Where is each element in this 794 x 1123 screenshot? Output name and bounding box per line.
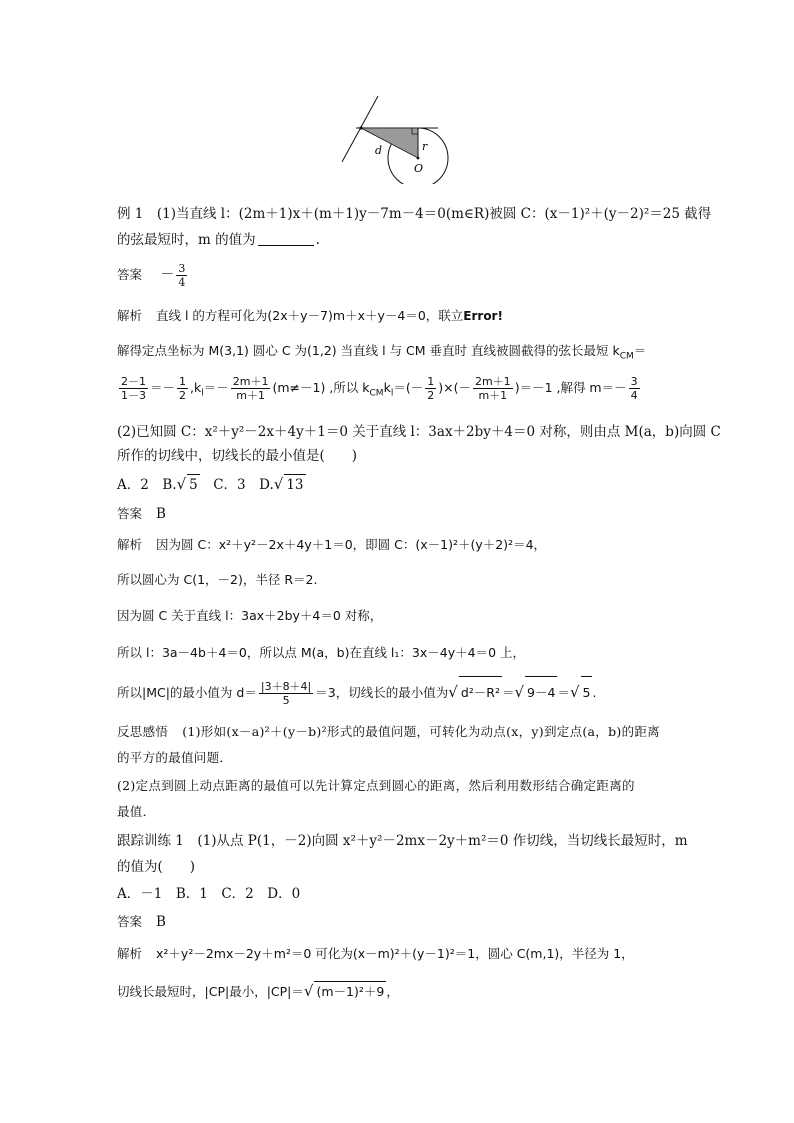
math-text: ,k bbox=[190, 380, 202, 395]
math-text: ＝－ bbox=[203, 380, 229, 395]
solution-text: 解得定点坐标为 M(3,1) 圆心 C 为(1,2) 当直线 l 与 CM 垂直时 直线被圆截得的弦长最短 k bbox=[117, 343, 620, 358]
track-solution-line1 bbox=[117, 944, 634, 964]
ex1-answer1 bbox=[117, 262, 189, 289]
label-o: O bbox=[414, 162, 424, 175]
sqrt-sign: √ bbox=[273, 475, 284, 493]
fraction-num: 2－1 bbox=[121, 375, 146, 388]
ex1-solution2-line2: 所以圆心为 C(1，－2)，半径 R＝2. bbox=[117, 572, 318, 587]
reflect-line3: (2)定点到圆上动点距离的最值可以先计算定点到圆心的距离，然后利用数形结合确定距离的 bbox=[117, 778, 635, 793]
sqrt-body: (m－1)²＋9 bbox=[314, 981, 386, 1002]
answer-label: 答案 bbox=[117, 267, 143, 282]
fraction-den: 5 bbox=[282, 694, 290, 707]
fraction-den: 2 bbox=[427, 389, 435, 402]
track-options: A．－1 B．1 C．2 D．0 bbox=[117, 886, 301, 902]
subscript: CM bbox=[369, 388, 384, 399]
math-text: ＝ bbox=[393, 380, 406, 395]
sqrt-sign: √ bbox=[303, 982, 314, 1000]
reflect-line1 bbox=[117, 722, 660, 742]
fraction-den: m＋1 bbox=[478, 389, 508, 402]
solution-text: 直线 l 的方程可化为(2x＋y－7)m＋x＋y－4＝0，联立 bbox=[156, 308, 464, 323]
subscript: l bbox=[201, 388, 204, 399]
sqrt-sign: √ bbox=[176, 475, 187, 493]
fraction bbox=[425, 375, 436, 402]
sqrt-sign: √ bbox=[514, 683, 525, 701]
answer-sign: － bbox=[160, 267, 175, 283]
solution-text: 切线长最短时，|CP|最小，|CP|＝ bbox=[117, 984, 304, 999]
error-text: Error! bbox=[463, 309, 503, 323]
fraction-num: 3 bbox=[630, 375, 638, 388]
sqrt-sign: √ bbox=[569, 683, 580, 701]
solution-text: ＝3，切线长的最小值为 bbox=[315, 685, 449, 700]
equals: ＝ bbox=[557, 685, 570, 700]
option-text: A．2 B. bbox=[117, 477, 177, 493]
fraction-den: 4 bbox=[178, 276, 186, 289]
fraction-num: 3 bbox=[178, 262, 186, 275]
answer-value: B bbox=[156, 506, 166, 522]
ex1-answer2 bbox=[117, 504, 166, 524]
track-solution-line2 bbox=[117, 981, 399, 1002]
fraction-num: 2m＋1 bbox=[474, 375, 511, 388]
option-text: C．3 D. bbox=[199, 477, 274, 493]
answer-value: B bbox=[156, 914, 166, 930]
ex1-solution1-line2 bbox=[117, 341, 646, 367]
label-d: d bbox=[375, 144, 383, 157]
ex1-q2-line2: 所作的切线中，切线长的最小值是( ) bbox=[117, 448, 358, 464]
solution-text: 因为圆 C：x²＋y²－2x＋4y＋1＝0，即圆 C：(x－1)²＋(y＋2)²＝4， bbox=[156, 537, 547, 552]
ex1-q1-line2 bbox=[117, 230, 320, 250]
fraction-den: m＋1 bbox=[236, 389, 265, 402]
fraction-den: 2 bbox=[179, 389, 187, 402]
sqrt-sign: √ bbox=[448, 683, 458, 701]
track-line1: 跟踪训练 1 (1)从点 P(1，－2)向圆 x²＋y²－2mx－2y＋m²＝0 作切线，当切线长最短时，m bbox=[117, 833, 688, 849]
fraction-num: 2m＋1 bbox=[232, 375, 269, 388]
math-text: )×(－ bbox=[438, 380, 471, 395]
fraction bbox=[473, 375, 513, 402]
fraction bbox=[231, 375, 271, 402]
solution-label: 解析 bbox=[117, 308, 143, 323]
math-text: ＝－ bbox=[150, 380, 176, 395]
answer-blank bbox=[258, 231, 314, 246]
fraction-num: |3＋8＋4| bbox=[260, 680, 312, 693]
equals: ＝ bbox=[501, 685, 515, 700]
sqrt-body: 5 bbox=[581, 676, 593, 709]
solution-label: 解析 bbox=[117, 946, 143, 961]
period: . bbox=[592, 685, 597, 700]
math-text: (－ bbox=[405, 380, 424, 395]
ex1-q2-options bbox=[117, 474, 306, 495]
subscript: CM bbox=[619, 351, 634, 362]
sqrt-body: 9－4 bbox=[525, 676, 557, 709]
fraction bbox=[629, 375, 640, 402]
sqrt-body: 13 bbox=[284, 474, 305, 495]
label-r: r bbox=[422, 140, 428, 153]
fraction bbox=[259, 680, 313, 707]
track-answer bbox=[117, 912, 166, 932]
ex1-solution1-line3 bbox=[117, 372, 642, 410]
ex1-solution2-line1 bbox=[117, 535, 546, 555]
ex1-q1-line1: 例 1 (1)当直线 l：(2m＋1)x＋(m＋1)y－7m－4＝0(m∈R)被圆 C：(x－1)²＋(y－2)²＝25 截得 bbox=[117, 206, 712, 222]
fraction-num: 1 bbox=[427, 375, 435, 388]
track-line2: 的值为( ) bbox=[117, 859, 196, 875]
solution-text: 所以|MC|的最小值为 d＝ bbox=[117, 685, 257, 700]
fraction-den: 1－3 bbox=[121, 389, 146, 402]
reflect-label: 反思感悟 bbox=[117, 724, 169, 739]
answer-label: 答案 bbox=[117, 914, 143, 929]
ex1-q1-period: . bbox=[315, 232, 320, 248]
shaded-triangle bbox=[361, 128, 418, 158]
math-text: (m≠－1) ,所以 k bbox=[272, 380, 370, 395]
answer-fraction bbox=[176, 262, 187, 289]
ex1-solution2-line3: 因为圆 C 关于直线 l：3ax＋2by＋4＝0 对称， bbox=[117, 608, 383, 623]
solution-label: 解析 bbox=[117, 537, 143, 552]
reflect-line2: 的平方的最值问题． bbox=[117, 750, 233, 765]
math-text: k bbox=[383, 380, 391, 395]
fraction-num: 1 bbox=[179, 375, 187, 388]
fraction bbox=[177, 375, 188, 402]
reflect-line4: 最值． bbox=[117, 804, 156, 819]
equals: ＝ bbox=[633, 343, 647, 358]
answer-label: 答案 bbox=[117, 506, 143, 521]
subscript: l bbox=[390, 388, 394, 399]
comma: ， bbox=[386, 984, 399, 999]
center-point bbox=[417, 157, 420, 160]
sqrt-body: 5 bbox=[187, 474, 200, 495]
ex1-solution2-line4: 所以 l：3a－4b＋4＝0，所以点 M(a，b)在直线 l₁：3x－4y＋4＝0 上， bbox=[117, 645, 525, 660]
solution-text: x²＋y²－2mx－2y＋m²＝0 可化为(x－m)²＋(y－1)²＝1，圆心 C(m,1)，半径为 1， bbox=[156, 946, 634, 961]
ex1-solution2-line5 bbox=[117, 676, 596, 709]
fraction-den: 4 bbox=[630, 389, 638, 402]
math-text: )＝－1 ,解得 m＝－ bbox=[514, 380, 627, 395]
sqrt-body: d²－R² bbox=[459, 676, 502, 709]
ex1-q2-line1: (2)已知圆 C：x²＋y²－2x＋4y＋1＝0 关于直线 l：3ax＋2by＋4＝0 对称，则由点 M(a，b)向圆 C bbox=[117, 424, 721, 440]
point-marker bbox=[359, 126, 362, 129]
tangent-circle-figure bbox=[334, 92, 459, 184]
reflect-text: (1)形如(x－a)²＋(y－b)²形式的最值问题，可转化为动点(x，y)到定点(a，b)的距离 bbox=[182, 724, 660, 739]
ex1-q1-text: 的弦最短时，m 的值为 bbox=[117, 232, 256, 248]
ex1-solution1-line1 bbox=[117, 306, 503, 326]
fraction bbox=[119, 375, 148, 402]
